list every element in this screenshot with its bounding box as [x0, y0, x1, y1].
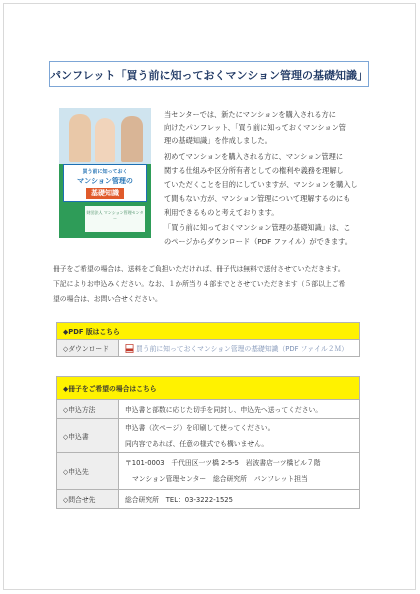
cover-publisher-box	[85, 206, 145, 232]
intro-line: 利用できるものと考えております。	[164, 208, 279, 217]
contact-label: ◇問合せ先	[57, 490, 119, 509]
cover-publisher: 財団法人 マンション管理センター	[86, 210, 144, 221]
intro-line: 関する仕組みや区分所有者としての権利や義務を理解し	[164, 166, 344, 175]
cover-person-1	[69, 114, 91, 162]
intro-line: のページからダウンロード（PDF ファイル）ができます。	[164, 237, 352, 246]
title-box	[49, 61, 369, 87]
apply-to-label: ◇申込先	[57, 453, 119, 490]
application-form-label: ◇申込書	[57, 419, 119, 453]
booklet-table	[56, 376, 360, 509]
download-label: ◇ダウンロード	[57, 340, 119, 357]
note-line: 望の場合は、お問い合せください。	[53, 295, 162, 303]
page-title: パンフレット「買う前に知っておくマンション管理の基礎知識」	[50, 69, 368, 82]
intro-line: 初めてマンションを購入される方に、マンション管理に	[164, 152, 344, 161]
application-form-value	[119, 419, 360, 453]
apply-method-label: ◇申込方法	[57, 400, 119, 419]
cover-headline-main: マンション管理の	[77, 177, 133, 185]
pdf-table	[56, 322, 360, 357]
cover-person-2	[95, 118, 115, 162]
booklet-section-heading: ◆冊子をご希望の場合はこちら	[57, 377, 360, 400]
intro-line: て間もない方が、マンション管理について理解するのにも	[164, 194, 351, 203]
apply-to-value	[119, 453, 360, 490]
pdf-download-link[interactable]: 買う前に知っておくマンション管理の基礎知識	[136, 344, 279, 353]
apply-to-address: 〒101-0003 千代田区一ツ橋 2-5-5 岩波書店一ツ橋ビル７階	[125, 459, 321, 467]
pdf-section-heading: ◆PDF 版はこちら	[57, 323, 360, 340]
pdf-file-icon	[125, 344, 134, 353]
application-form-line: 申込書（次ページ）を印刷して使ってください。	[125, 423, 275, 432]
note-line: 下記によりお申込みください。なお、１か所当り４部までとさせていただきます（５部以上ご希	[53, 280, 346, 288]
apply-method-value: 申込書と部数に応じた切手を同封し、申込先へ送ってください。	[119, 400, 360, 419]
intro-line: 理の基礎知識」を作成しました。	[164, 136, 272, 145]
application-form-line: 同内容であれば、任意の様式でも構いません。	[125, 439, 269, 448]
cover-headline-small: 買う前に知っておく	[82, 169, 128, 175]
cover-title-banner	[63, 164, 147, 202]
intro-line: ていただくことを目的にしていますが、マンションを購入し	[164, 180, 358, 189]
cover-headline-accent: 基礎知識	[86, 188, 124, 199]
pamphlet-cover-image	[59, 108, 151, 238]
intro-line: 当センターでは、新たにマンションを購入される方に	[164, 110, 336, 119]
contact-value: 総合研究所 TEL：03-3222-1525	[119, 490, 360, 509]
intro-line: 「買う前に知っておくマンション管理の基礎知識」は、こ	[164, 223, 351, 232]
note-line: 冊子をご希望の場合は、送料をご負担いただければ、冊子代は無料で送付させていただきます。	[53, 265, 345, 273]
pdf-download-size: （PDF ファイル２Ｍ）	[278, 344, 349, 353]
download-cell	[119, 340, 360, 357]
intro-line: 向けたパンフレット、「買う前に知っておくマンション管	[164, 123, 346, 132]
cover-person-3	[121, 116, 143, 162]
apply-to-department: マンション管理センター 総合研究所 パンフレット担当	[132, 475, 308, 483]
